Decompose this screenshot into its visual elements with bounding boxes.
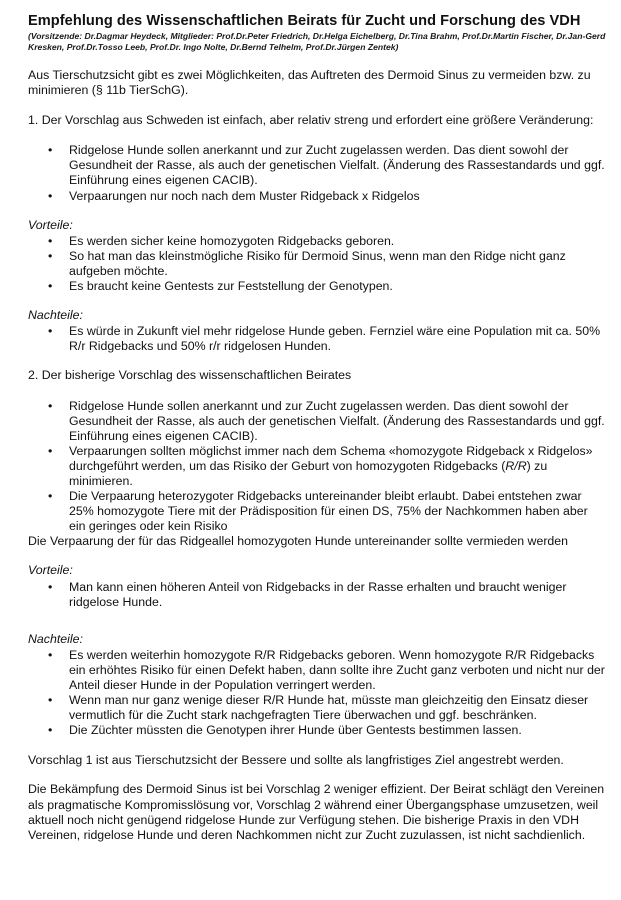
section1-heading: 1. Der Vorschlag aus Schweden ist einfach, aber relativ streng und erfordert eine größere Veränderung: — [28, 113, 594, 128]
conclusion-paragraph-2: Die Bekämpfung des Dermoid Sinus ist bei Vorschlag 2 weniger effizient. Der Beirat schlägt den Vereinen als pragmatische Kompromisslösung vor, Vorschlag 2 während einer Übergangsphase umzusetzen, weil aktuell noch nicht genügend ridgelose Hunde zur Verfügung stehen. Die bisherige Praxis in den VDH Vereinen, ridgelose Hunde und deren Nachkommen nicht zur Zucht zuzulassen, ist nicht sachdienlich. — [28, 782, 605, 842]
section2-vorteile-label: Vorteile: — [28, 563, 73, 578]
list-item: • Die Verpaarung heterozygoter Ridgebacks untereinander bleibt erlaubt. Dabei entstehen zwar 25% homozygote Tiere mit der Prädisposition für einen DS, 75% der Nachkommen haben aber ein geringes oder kein Risiko — [48, 489, 588, 534]
list-item: • Es werden sicher keine homozygoten Ridgebacks geboren. — [48, 233, 395, 248]
board-members: (Vorsitzende: Dr.Dagmar Heydeck, Mitglieder: Prof.Dr.Peter Friedrich, Dr.Helga Eichelberg, Dr.Tina Brahm, Prof.Dr.Martin Fischer, Dr.Jan-Gerd Kresken, Prof.Dr.Tosso Leeb, Prof.Dr. Ingo Nolte, Dr.Bernd Telhelm, Prof.Dr.Jürgen Zentek) — [28, 31, 606, 52]
conclusion-paragraph-1: Vorschlag 1 ist aus Tierschutzsicht der Bessere und sollte als langfristiges Ziel angestrebt werden. — [28, 753, 564, 768]
list-item: • Verpaarungen sollten möglichst immer nach dem Schema «homozygote Ridgeback x Ridgelos» durchgeführt werden, um das Risiko der Geburt von homozygoten Ridgebacks (R/R) zu minimieren. — [48, 443, 593, 488]
document-title: Empfehlung des Wissenschaftlichen Beirats für Zucht und Forschung des VDH — [28, 13, 581, 29]
list-item: • Verpaarungen nur noch nach dem Muster Ridgeback x Ridgelos — [48, 188, 420, 203]
list-item: • Wenn man nur ganz wenige dieser R/R Hunde hat, müsste man gleichzeitig den Einsatz dieser vermutlich für die Zucht stark nachgefragten Tiere überwachen und ggf. beschränken. — [48, 693, 589, 723]
section1-vorteile-list — [28, 234, 606, 294]
list-item: • So hat man das kleinstmögliche Risiko für Dermoid Sinus, wenn man den Ridge nicht ganz aufgeben möchte. — [48, 248, 566, 278]
document-page — [28, 12, 606, 843]
section2-note: Die Verpaarung der für das Ridgeallel homozygoten Hunde untereinander sollte vermieden werden — [28, 534, 569, 549]
list-item: • Die Züchter müssten die Genotypen ihrer Hunde über Gentests bestimmen lassen. — [48, 723, 522, 738]
section2-vorteile-list — [28, 580, 606, 610]
section1-nachteile-label: Nachteile: — [28, 308, 83, 323]
section1-list — [28, 143, 606, 203]
list-item: • Man kann einen höheren Anteil von Ridgebacks in der Rasse erhalten und braucht weniger ridgelose Hunde. — [48, 579, 567, 609]
list-item: • Ridgelose Hunde sollen anerkannt und zur Zucht zugelassen werden. Das dient sowohl der Gesundheit der Rasse, als auch der genetischen Vielfalt. (Änderung des Rassestandards und ggf. Einführung eines eigenen CACIB). — [48, 143, 605, 188]
section1-nachteile-list — [28, 324, 606, 354]
section2-nachteile-label: Nachteile: — [28, 631, 83, 646]
list-item: • Ridgelose Hunde sollen anerkannt und zur Zucht zugelassen werden. Das dient sowohl der Gesundheit der Rasse, als auch der genetischen Vielfalt. (Änderung des Rassestandards und ggf. Einführung eines eigenen CACIB). — [48, 398, 605, 443]
list-item: • Es würde in Zukunft viel mehr ridgelose Hunde geben. Fernziel wäre eine Population mit ca. 50% R/r Ridgebacks und 50% r/r ridgelosen Hunden. — [48, 324, 601, 354]
list-item: • Es braucht keine Gentests zur Feststellung der Genotypen. — [48, 279, 393, 294]
section1-vorteile-label: Vorteile: — [28, 217, 73, 232]
genotype-rr: R/R — [505, 458, 527, 473]
intro-paragraph: Aus Tierschutzsicht gibt es zwei Möglichkeiten, das Auftreten des Dermoid Sinus zu vermeiden bzw. zu minimieren (§ 11b TierSchG). — [28, 68, 591, 98]
section2-heading: 2. Der bisherige Vorschlag des wissenschaftlichen Beirates — [28, 368, 352, 383]
list-item: • Es werden weiterhin homozygote R/R Ridgebacks geboren. Wenn homozygote R/R Ridgebacks ein erhöhtes Risiko für einen Defekt haben, dann sollte ihre Zucht ganz verboten und nicht nur der Anteil dieser Hunde in der Population verringert werden. — [48, 647, 605, 692]
section2-list — [28, 399, 606, 535]
section2-nachteile-list — [28, 648, 606, 739]
